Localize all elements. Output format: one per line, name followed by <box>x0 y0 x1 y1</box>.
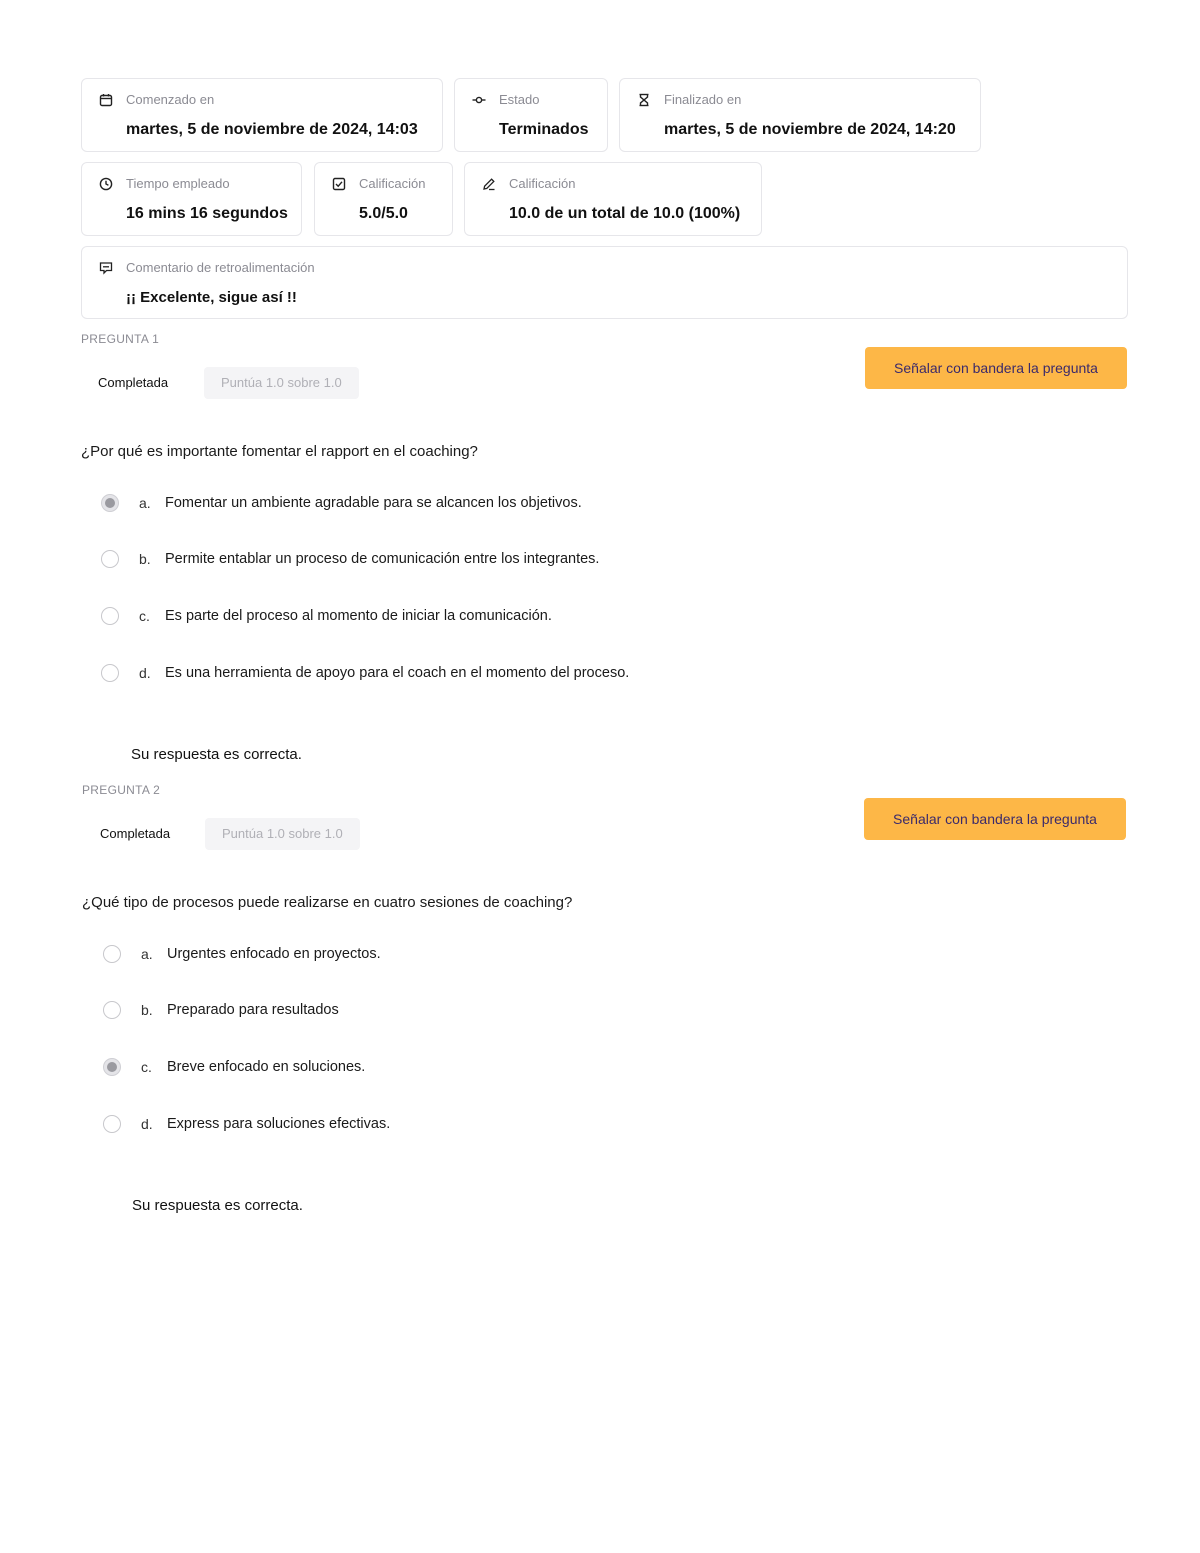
state-label: Estado <box>499 92 540 107</box>
grade-label: Calificación <box>509 176 576 191</box>
option-letter: d. <box>141 1116 153 1132</box>
answer-option-b[interactable] <box>101 547 599 571</box>
feedback-label: Comentario de retroalimentación <box>126 260 315 275</box>
question-grade: Puntúa 1.0 sobre 1.0 <box>205 818 360 850</box>
radio-button[interactable] <box>103 1058 121 1076</box>
flag-question-button[interactable]: Señalar con bandera la pregunta <box>864 798 1126 840</box>
answer-option-a[interactable] <box>103 942 381 966</box>
radio-button[interactable] <box>103 945 121 963</box>
radio-button[interactable] <box>101 550 119 568</box>
marks-card <box>314 162 453 236</box>
started-card <box>81 78 443 152</box>
option-letter: a. <box>139 495 151 511</box>
option-text: Es parte del proceso al momento de iniciar la comunicación. <box>165 608 552 624</box>
hourglass-icon <box>636 92 652 108</box>
feedback-card <box>81 246 1128 319</box>
radio-button[interactable] <box>103 1001 121 1019</box>
started-label: Comenzado en <box>126 92 215 107</box>
grade-value: 10.0 de un total de 10.0 (100%) <box>509 205 741 222</box>
option-text: Breve enfocado en soluciones. <box>167 1059 366 1075</box>
marks-value: 5.0/5.0 <box>359 205 408 222</box>
option-letter: b. <box>139 551 151 567</box>
option-text: Fomentar un ambiente agradable para se alcancen los objetivos. <box>165 495 582 511</box>
radio-button[interactable] <box>101 664 119 682</box>
question-text: ¿Qué tipo de procesos puede realizarse en cuatro sesiones de coaching? <box>82 894 573 911</box>
option-text: Permite entablar un proceso de comunicación entre los integrantes. <box>165 551 600 567</box>
option-letter: c. <box>139 608 150 624</box>
pencil-icon <box>481 176 497 192</box>
answer-option-c[interactable] <box>101 604 552 628</box>
answer-option-b[interactable] <box>103 998 339 1022</box>
flag-question-button[interactable]: Señalar con bandera la pregunta <box>865 347 1127 389</box>
answer-option-c[interactable] <box>103 1055 365 1079</box>
question-state: Completada <box>98 375 169 390</box>
question-number: PREGUNTA 1 <box>81 332 160 346</box>
question-number: PREGUNTA 2 <box>82 783 161 797</box>
state-value: Terminados <box>499 121 589 138</box>
option-text: Es una herramienta de apoyo para el coach en el momento del proceso. <box>165 665 630 681</box>
started-value: martes, 5 de noviembre de 2024, 14:03 <box>126 121 418 138</box>
time-label: Tiempo empleado <box>126 176 230 191</box>
state-card <box>454 78 608 152</box>
question-grade: Puntúa 1.0 sobre 1.0 <box>204 367 359 399</box>
question-state: Completada <box>100 826 171 841</box>
option-text: Preparado para resultados <box>167 1002 339 1018</box>
time-card <box>81 162 302 236</box>
feedback-value: ¡¡ Excelente, sigue así !! <box>126 289 297 306</box>
option-text: Urgentes enfocado en proyectos. <box>167 946 381 962</box>
radio-button[interactable] <box>101 607 119 625</box>
answer-option-d[interactable] <box>101 661 629 685</box>
comment-icon <box>98 260 114 276</box>
answer-option-a[interactable] <box>101 491 582 515</box>
option-letter: d. <box>139 665 151 681</box>
grade-card <box>464 162 762 236</box>
answer-feedback: Su respuesta es correcta. <box>131 746 302 763</box>
clock-icon <box>98 176 114 192</box>
marks-label: Calificación <box>359 176 426 191</box>
option-letter: c. <box>141 1059 152 1075</box>
question-text: ¿Por qué es importante fomentar el rapport en el coaching? <box>81 443 478 460</box>
status-icon <box>471 92 487 108</box>
radio-button[interactable] <box>101 494 119 512</box>
answer-feedback: Su respuesta es correcta. <box>132 1197 303 1214</box>
radio-button[interactable] <box>103 1115 121 1133</box>
checkbox-icon <box>331 176 347 192</box>
finished-card <box>619 78 981 152</box>
calendar-icon <box>98 92 114 108</box>
answer-option-d[interactable] <box>103 1112 390 1136</box>
finished-value: martes, 5 de noviembre de 2024, 14:20 <box>664 121 956 138</box>
finished-label: Finalizado en <box>664 92 742 107</box>
time-value: 16 mins 16 segundos <box>126 205 288 222</box>
option-letter: a. <box>141 946 153 962</box>
option-letter: b. <box>141 1002 153 1018</box>
option-text: Express para soluciones efectivas. <box>167 1116 391 1132</box>
